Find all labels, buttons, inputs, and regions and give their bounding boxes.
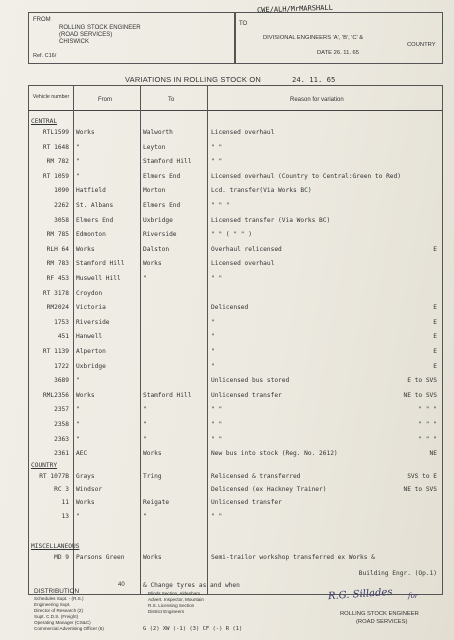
table-row	[28, 172, 441, 183]
table-row	[28, 498, 441, 509]
from-cell: Elmers End	[76, 216, 114, 224]
reason-cell: Licensed overhaul (Country to Central:Green to Red)	[211, 172, 401, 180]
vehicle-cell: RT 1077B	[39, 473, 69, 480]
reason-cell: Lcd. transfer(Via Works BC)	[211, 187, 312, 195]
vehicle-cell: 2363	[54, 435, 69, 443]
from-label: FROM	[33, 17, 51, 23]
from-cell: "	[76, 143, 80, 151]
to-cell: Uxbridge	[143, 216, 173, 224]
table-row	[28, 449, 441, 460]
table-row	[28, 347, 441, 358]
reason-cell: "	[211, 348, 215, 355]
to-cell: "	[143, 512, 147, 520]
reason-cell: Overhaul relicensed	[211, 245, 282, 253]
from-cell: Windsor	[76, 486, 103, 494]
vehicle-cell: MD 9	[54, 554, 69, 561]
reason-cell: Unlicensed transfer	[211, 391, 282, 399]
table-row	[28, 128, 441, 139]
from-cell: "	[76, 435, 80, 443]
table-row	[28, 274, 441, 285]
to-cell: Works	[143, 260, 162, 268]
to-cell: Riverside	[143, 231, 177, 239]
from-cell: Edmonton	[76, 231, 106, 239]
to-cell: Works	[143, 554, 162, 561]
table-row	[28, 245, 441, 256]
dist-item: Advert. Inspector, Mountain	[148, 597, 204, 602]
table-row	[28, 186, 441, 197]
from-cell: Works	[76, 129, 95, 136]
from-cell: "	[76, 512, 80, 520]
reason-cell: Licensed overhaul	[211, 129, 275, 136]
from-cell: Parsons Green	[76, 554, 125, 561]
from-cell: "	[76, 377, 80, 385]
col-header-reason: Reason for variation	[290, 97, 344, 103]
from-line-3: CHISWICK	[59, 39, 89, 45]
dist-item: District Engineers	[148, 609, 184, 614]
from-cell: Works	[76, 245, 95, 253]
vehicle-cell: 11	[61, 499, 69, 507]
reason-cell: " "	[211, 143, 223, 151]
vehicle-cell: 13	[61, 512, 69, 520]
vehicle-cell: RT 1059	[42, 172, 69, 180]
table-row	[28, 230, 441, 241]
from-cell: Riverside	[76, 318, 110, 326]
to-cell: Stamford Hill	[143, 158, 192, 166]
to-line: DIVISIONAL ENGINEERS 'A', 'B', 'C' &	[263, 35, 364, 41]
vehicle-cell: RM 783	[46, 260, 69, 268]
table-row	[28, 485, 441, 496]
reason-cell: " "	[211, 512, 223, 520]
code-cell: Building Engr. (Op.1)	[358, 570, 437, 577]
table-row	[28, 143, 441, 154]
code-cell: NE	[429, 450, 437, 458]
to-cell: Leyton	[143, 143, 166, 151]
code-cell: " " "	[418, 421, 437, 428]
code-cell: " " "	[418, 435, 437, 443]
to-cell: "	[143, 406, 147, 414]
table-row	[28, 512, 441, 523]
vehicle-cell: RTL1599	[42, 129, 69, 136]
dist-item: Operating Manager (CS&C)	[34, 620, 91, 625]
vehicle-cell: 1722	[54, 362, 69, 370]
from-cell: Muswell Hill	[76, 275, 121, 282]
table-row	[28, 216, 441, 227]
from-cell: Works	[76, 391, 95, 399]
reason-cell: "	[211, 362, 215, 370]
from-cell: "	[76, 172, 80, 180]
reason-cell: Delicensed (ex Hackney Trainer)	[211, 486, 327, 494]
section-misc: MISCELLANEOUS	[31, 543, 80, 550]
vehicle-cell: 2358	[54, 421, 69, 428]
signatory-title: ROLLING STOCK ENGINEER	[340, 611, 419, 617]
vehicle-cell: RT 1139	[42, 348, 69, 355]
distribution-list-1	[34, 596, 104, 632]
dist-item: Engineering Supt.	[34, 602, 71, 607]
code-cell: " " "	[418, 406, 437, 414]
handwritten-to: CWE/ALH/MrMARSHALL	[256, 3, 333, 15]
from-cell: Hanwell	[76, 333, 103, 341]
reason-cell: " " ( " " )	[211, 231, 252, 239]
table-row	[28, 201, 441, 212]
ref-label: Ref. C16/	[33, 53, 57, 59]
from-cell: "	[76, 421, 80, 428]
reason-cell: Unlicensed transfer	[211, 499, 282, 507]
reason-cell: " "	[211, 435, 223, 443]
table-row	[28, 157, 441, 168]
table-row	[28, 376, 441, 387]
to-cell: "	[143, 275, 147, 282]
code-cell: NE to SVS	[403, 391, 437, 399]
signatory-subtitle: (ROAD SERVICES)	[356, 619, 408, 625]
to-cell: Walworth	[143, 129, 173, 136]
reason-cell: Unlicensed bus stored	[211, 377, 290, 385]
code-cell: NE to SVS	[403, 486, 437, 494]
reason-cell: New bus into stock (Reg. No. 2612)	[211, 450, 338, 458]
code-cell: E	[433, 333, 437, 341]
vehicle-cell: 2357	[54, 406, 69, 414]
table-row	[28, 553, 441, 564]
from-cell: Alperton	[76, 348, 106, 355]
title-date: 24. 11. 65	[292, 75, 336, 84]
reason-cell: Relicensed & transferred	[211, 473, 301, 480]
vehicle-cell: RT 3178	[42, 289, 69, 297]
table-row	[28, 420, 441, 431]
vehicle-cell: RT 1648	[42, 143, 69, 151]
table-row	[28, 303, 441, 314]
from-cell: Croydon	[76, 289, 103, 297]
from-cell: Stamford Hill	[76, 260, 125, 268]
vehicle-cell: RC 3	[54, 486, 69, 494]
reason-cell: " "	[211, 158, 223, 166]
from-line-2: (ROAD SERVICES)	[59, 32, 113, 38]
table-row	[28, 362, 441, 373]
dist-item: Schedules Supt. - (R.S.)	[34, 596, 84, 601]
reason-cell: Licensed transfer (Via Works BC)	[211, 216, 331, 224]
page-title: VARIATIONS IN ROLLING STOCK ON	[125, 75, 262, 84]
reason-cell: " "	[211, 421, 223, 428]
to-label: TO	[239, 21, 248, 27]
col-header-from: From	[98, 97, 112, 103]
signature-for: for	[408, 592, 419, 600]
reason-cell: " " "	[211, 202, 230, 209]
to-cell: Works	[143, 450, 162, 458]
table-row	[28, 332, 441, 343]
reason-cell: "	[211, 318, 215, 326]
table-row	[28, 569, 441, 580]
table-row	[28, 435, 441, 446]
from-cell: St. Albans	[76, 202, 114, 209]
reason-cell: Licensed overhaul	[211, 260, 275, 268]
to-cell: Dalston	[143, 245, 170, 253]
dist-item: Supt. C.D.S. (Freight)	[34, 614, 79, 619]
to-cell: Morton	[143, 187, 166, 195]
document-date: DATE 26. 11. 65	[317, 50, 359, 56]
reason-cell: " "	[211, 275, 223, 282]
reason-cell: "	[211, 333, 215, 341]
col-header-vehicle: Vehicle number	[32, 94, 70, 100]
to-box	[234, 3, 443, 64]
table-row	[28, 405, 441, 416]
table-row	[28, 472, 441, 483]
from-cell: Works	[76, 499, 95, 507]
vehicle-cell: RLH 64	[46, 245, 69, 253]
from-cell: Victoria	[76, 304, 106, 312]
distribution-label: DISTRIBUTION	[34, 588, 80, 595]
from-cell: Uxbridge	[76, 362, 106, 370]
code-cell: E	[433, 318, 437, 326]
code-cell: E	[433, 362, 437, 370]
from-cell: Grays	[76, 473, 95, 480]
to-country: COUNTRY	[407, 42, 436, 48]
code-cell: E	[433, 245, 437, 253]
table-row	[28, 391, 441, 402]
to-cell: Elmers End	[143, 202, 181, 209]
vehicle-cell: 451	[57, 333, 69, 341]
vehicle-cell: 1090	[54, 187, 69, 195]
code-cell: SVS to E	[407, 473, 437, 480]
vehicle-cell: 3689	[54, 377, 69, 385]
vehicle-cell: 3058	[54, 216, 69, 224]
dist-item: Blinds Section, Aldenham	[148, 591, 201, 596]
from-cell: Hatfield	[76, 187, 106, 195]
from-box	[28, 12, 236, 64]
code-cell: E	[433, 348, 437, 355]
code-cell: E to SVS	[407, 377, 437, 385]
copy-codes: G (2) XW (-1) (3) CF (-) R (1)	[143, 626, 243, 632]
section-central: CENTRAL	[31, 118, 58, 125]
vehicle-cell: RM 782	[46, 158, 69, 166]
code-cell: E	[433, 304, 437, 312]
to-cell: Reigate	[143, 499, 170, 507]
vehicle-cell: RM 785	[46, 231, 69, 239]
reason-cell: Delicensed	[211, 304, 249, 312]
to-cell: "	[143, 421, 147, 428]
vehicle-cell: RM2024	[46, 304, 69, 312]
vehicle-cell: RML2356	[42, 391, 69, 399]
vehicle-cell: 2262	[54, 202, 69, 209]
signature: R.G. Sillades	[327, 586, 393, 603]
table-row	[28, 259, 441, 270]
from-cell: "	[76, 406, 80, 414]
vehicle-cell: 2361	[54, 450, 69, 458]
dist-item: Director of Research (2)	[34, 608, 84, 613]
table-row	[28, 318, 441, 329]
to-cell: Elmers End	[143, 172, 181, 180]
table-row	[28, 289, 441, 300]
vehicle-cell: RF 453	[46, 275, 69, 282]
from-cell: "	[76, 158, 80, 166]
col-header-to: To	[168, 97, 175, 103]
dist-item: Commercial Advertising Officer (6)	[34, 626, 104, 631]
to-cell: Stamford Hill	[143, 391, 192, 399]
dist-item: R.S. Licensing Section	[148, 603, 195, 608]
to-cell: "	[143, 435, 147, 443]
distribution-list-2	[148, 591, 204, 615]
reason-cell: Semi-trailor workshop transferred ex Works &	[211, 554, 375, 561]
to-cell: Tring	[143, 473, 162, 480]
tyre-note: & Change tyres as and when	[143, 582, 240, 589]
section-country: COUNTRY	[31, 462, 58, 469]
distribution-count: 40	[118, 582, 125, 588]
reason-cell: " "	[211, 406, 223, 414]
from-line-1: ROLLING STOCK ENGINEER	[59, 25, 141, 31]
from-cell: AEC	[76, 450, 88, 458]
vehicle-cell: 1753	[54, 318, 69, 326]
header-rule	[28, 110, 442, 111]
